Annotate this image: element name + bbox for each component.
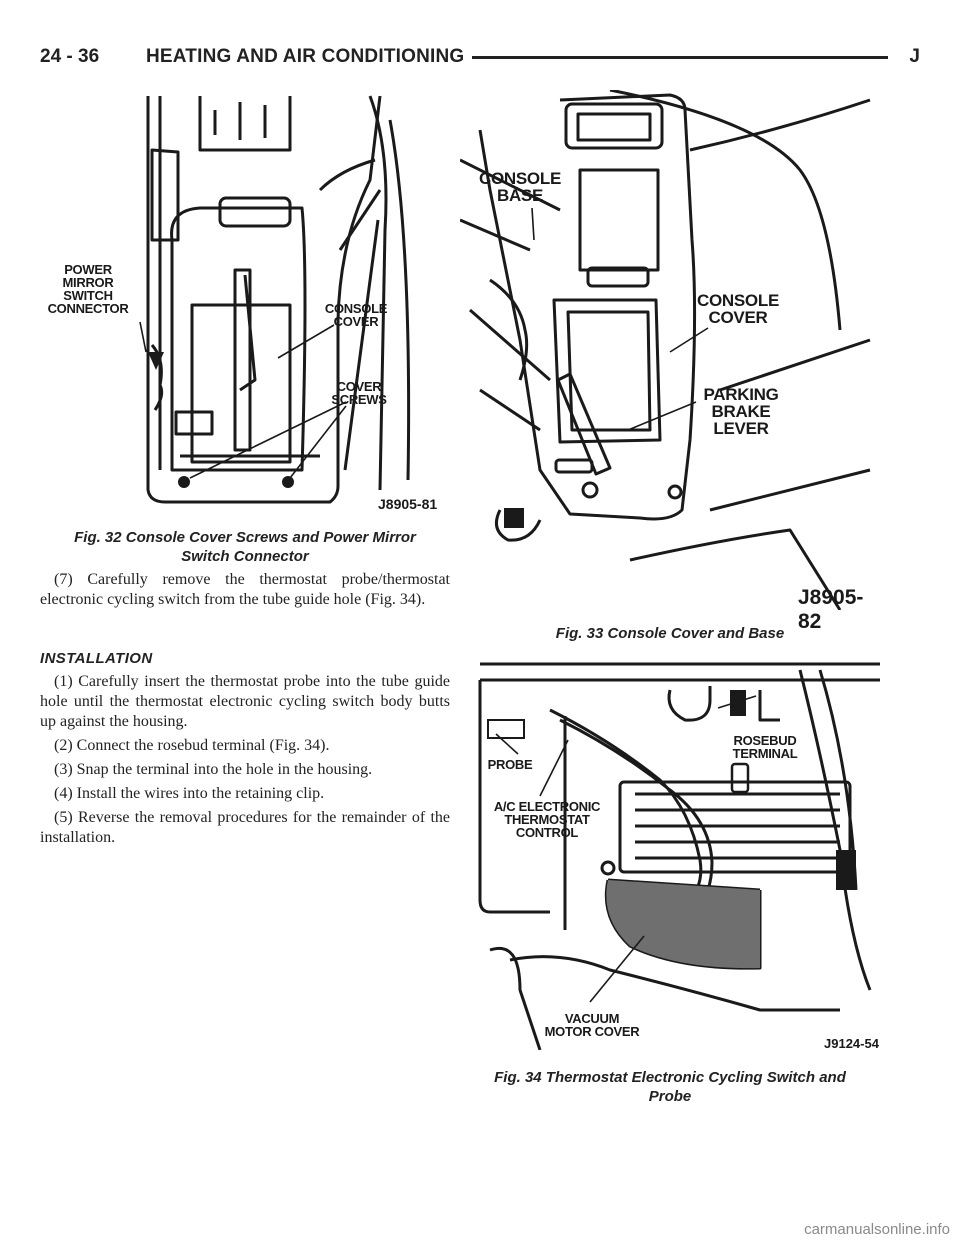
figure-34-caption	[460, 1068, 880, 1106]
label-vacuum-motor-cover: VACUUM MOTOR COVER	[544, 1011, 640, 1039]
figure-32-caption	[40, 528, 450, 566]
watermark: carmanualsonline.info	[804, 1221, 950, 1238]
installation-step-4: (4) Install the wires into the retaining clip.	[54, 785, 325, 802]
label-rosebud-terminal: ROSEBUD TERMINAL	[732, 733, 798, 761]
label-ac-electronic-thermostat-control: A/C ELECTRONIC THERMOSTAT CONTROL	[493, 799, 601, 840]
figure-34-caption-line1: Fig. 34 Thermostat Electronic Cycling Switch and	[494, 1069, 846, 1086]
label-console-cover: CONSOLE COVER	[324, 301, 388, 329]
header-rule	[472, 56, 888, 59]
label-cover-screws: COVER SCREWS	[331, 379, 387, 407]
removal-step-7	[40, 570, 450, 614]
figure-32-caption-line1: Fig. 32 Console Cover Screws and Power Mirror	[74, 529, 416, 546]
page-header	[40, 46, 920, 72]
installation-heading: INSTALLATION	[40, 650, 153, 667]
label-console-base: CONSOLE BASE	[479, 169, 561, 205]
figure-32-console-cover-screws	[40, 90, 452, 510]
installation-step-1: (1) Carefully insert the thermostat probe into the tube guide hole until the thermostat electronic cycling switch body butts up against the housing.	[40, 673, 450, 730]
figure-34-thermostat-cycling-switch	[460, 650, 880, 1050]
figure-33-caption: Fig. 33 Console Cover and Base	[555, 625, 785, 642]
figure-34-code: J9124-54	[824, 1036, 879, 1051]
label-probe: PROBE	[487, 757, 533, 772]
installation-step-2: (2) Connect the rosebud terminal (Fig. 34).	[54, 737, 330, 754]
figure-34-drawing	[460, 650, 880, 1050]
figure-32-code: J8905-81	[378, 496, 438, 512]
figure-32-caption-line2: Switch Connector	[181, 548, 309, 565]
page-number: 24 - 36	[40, 46, 100, 67]
label-console-cover-fig33: CONSOLE COVER	[697, 291, 779, 327]
section-title: HEATING AND AIR CONDITIONING	[146, 46, 465, 67]
header-letter: J	[909, 46, 920, 67]
figure-33-drawing	[460, 90, 880, 610]
label-power-mirror-switch-connector: POWER MIRROR SWITCH CONNECTOR	[47, 262, 129, 316]
label-parking-brake-lever: PARKING BRAKE LEVER	[703, 385, 779, 438]
removal-step-7-text: (7) Carefully remove the thermostat probe/thermostat electronic cycling switch from the tube guide hole (Fig. 34).	[40, 571, 450, 608]
installation-steps	[40, 672, 450, 852]
figure-33-console-cover-and-base	[460, 90, 880, 633]
figure-33-code: J8905-82	[798, 586, 864, 633]
installation-step-3: (3) Snap the terminal into the hole in the housing.	[54, 761, 373, 778]
installation-step-5: (5) Reverse the removal procedures for the remainder of the installation.	[40, 809, 450, 846]
figure-34-caption-line2: Probe	[648, 1088, 692, 1105]
